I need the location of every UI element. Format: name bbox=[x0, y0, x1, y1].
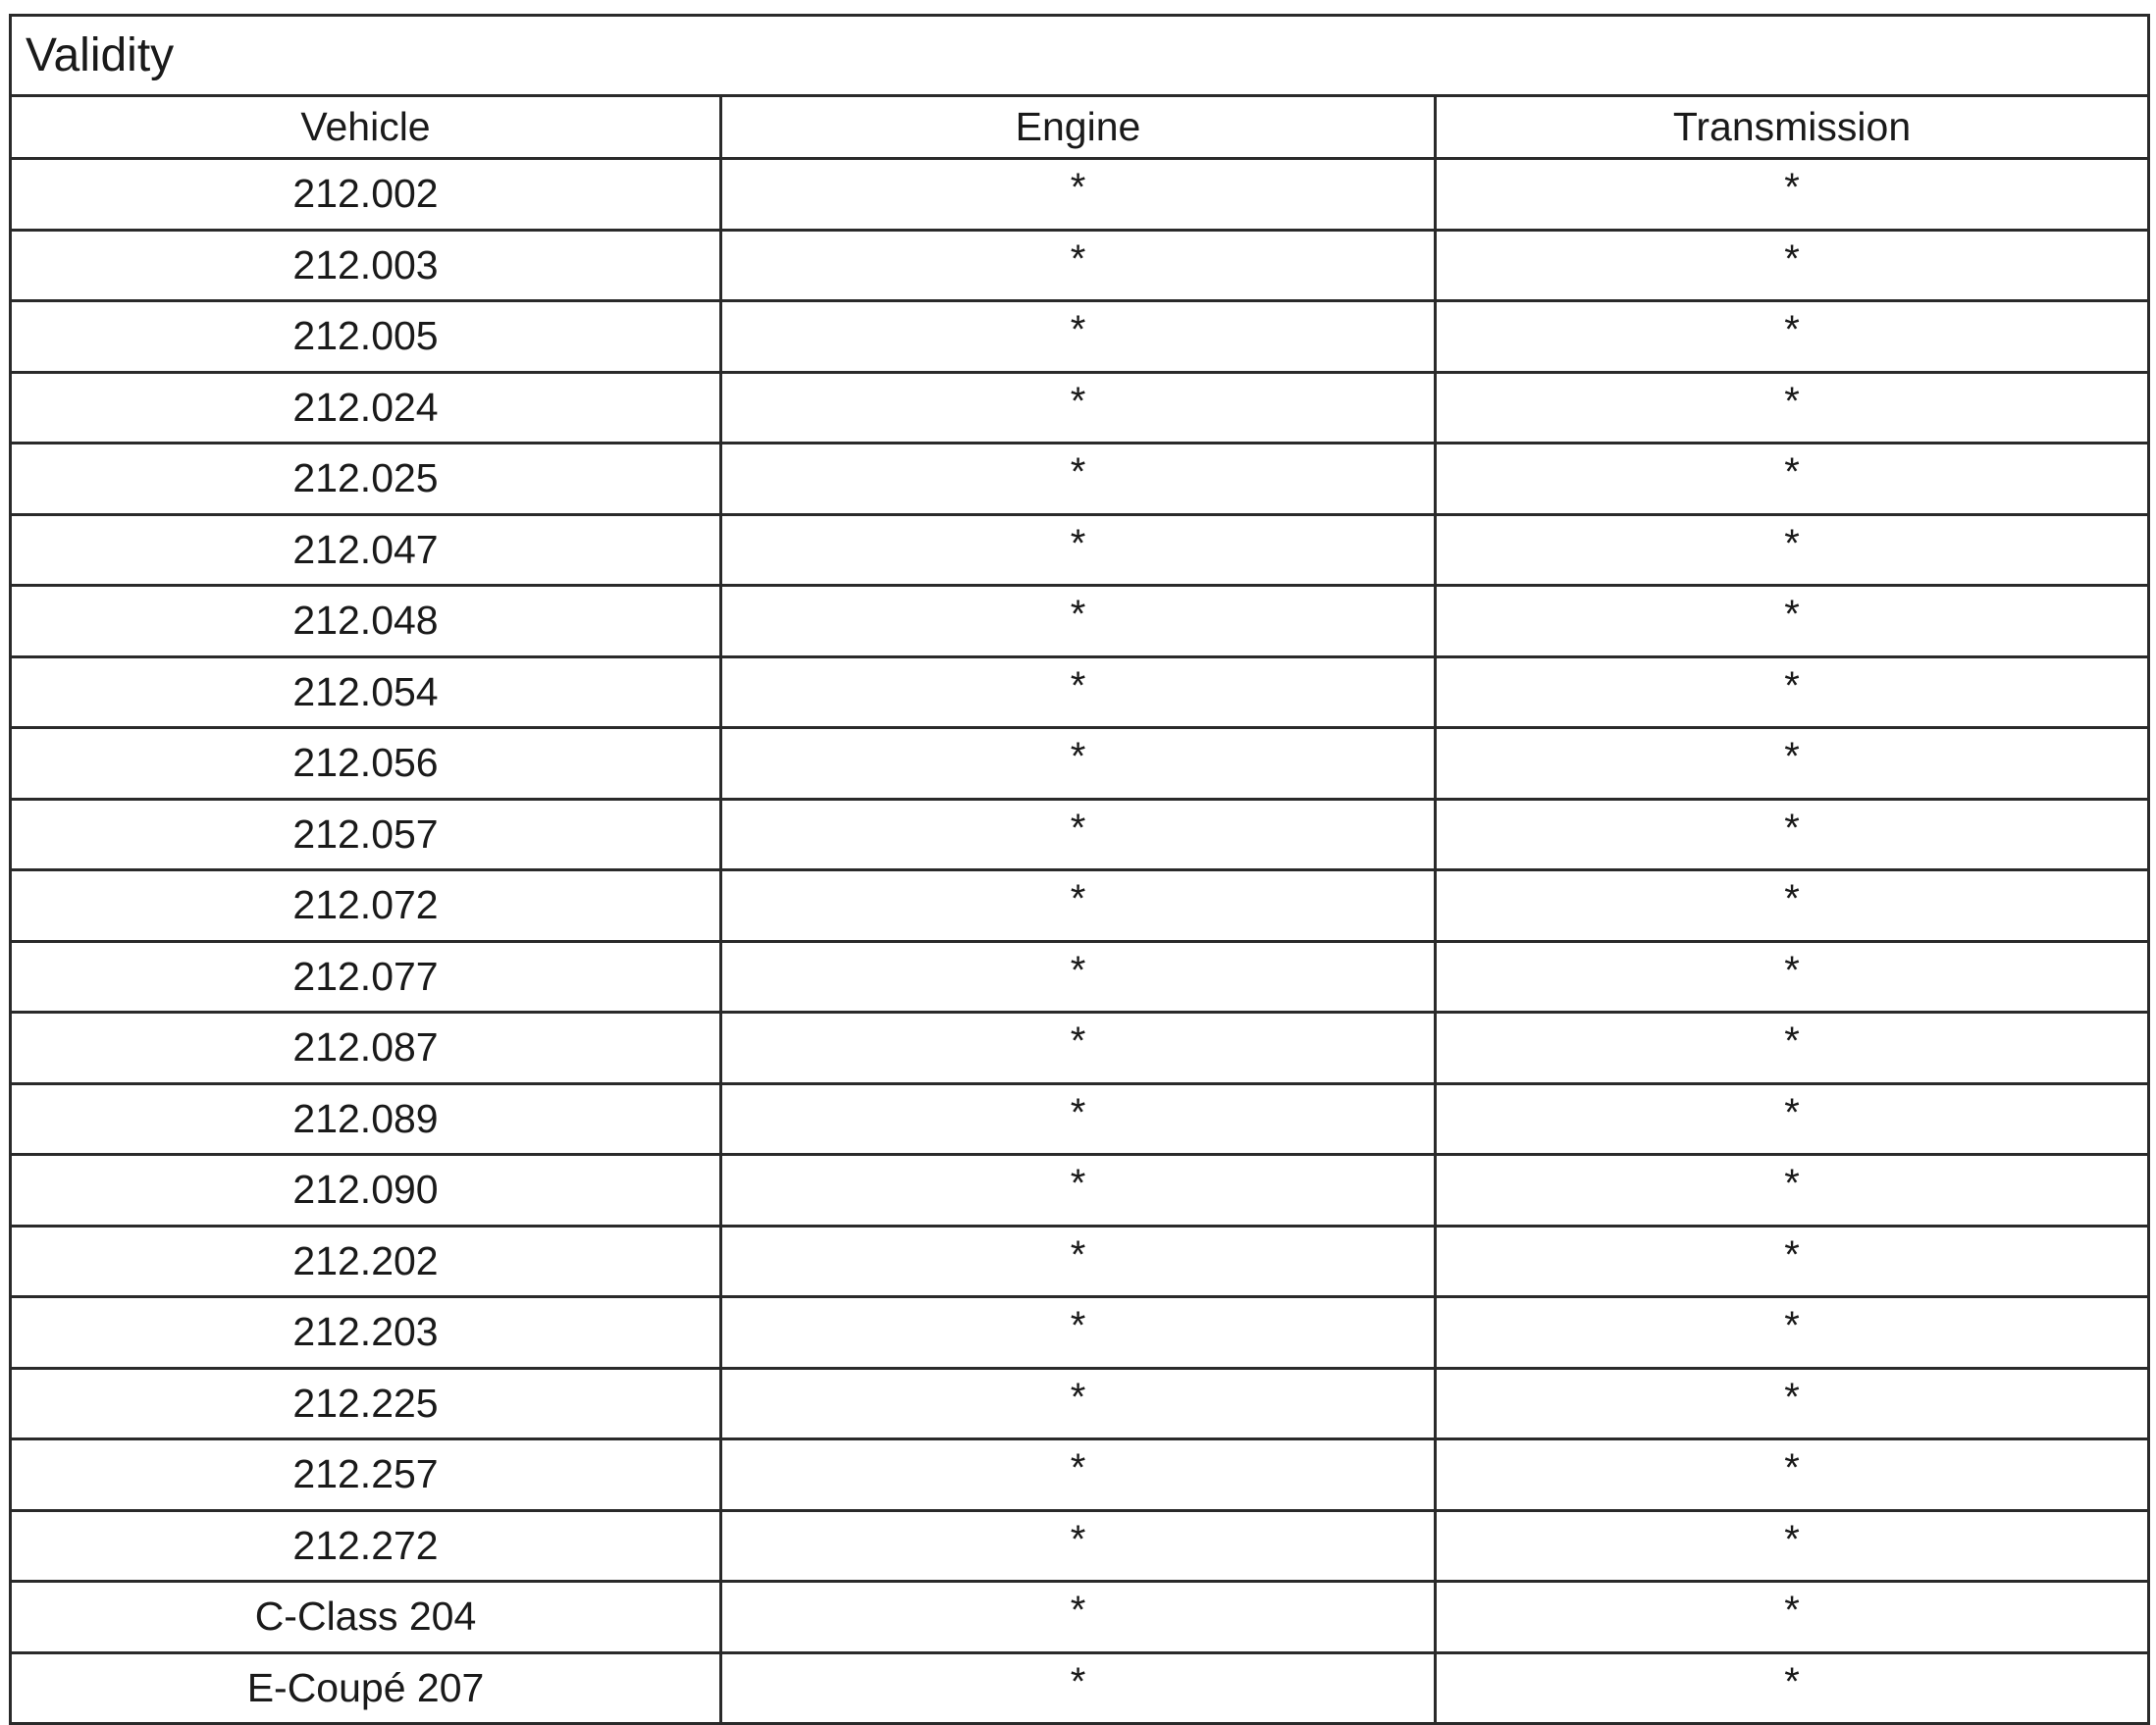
transmission-cell: * bbox=[1436, 1368, 2149, 1439]
vehicle-cell: 212.056 bbox=[11, 728, 721, 800]
table-row bbox=[11, 1510, 2149, 1582]
vehicle-cell: 212.202 bbox=[11, 1226, 721, 1297]
vehicle-cell: 212.048 bbox=[11, 586, 721, 657]
transmission-cell: * bbox=[1436, 1083, 2149, 1155]
vehicle-cell: 212.003 bbox=[11, 230, 721, 301]
table-row bbox=[11, 799, 2149, 870]
engine-cell: * bbox=[721, 301, 1436, 373]
table-head bbox=[11, 16, 2149, 159]
engine-cell: * bbox=[721, 586, 1436, 657]
engine-cell: * bbox=[721, 656, 1436, 728]
engine-cell: * bbox=[721, 728, 1436, 800]
vehicle-cell: 212.057 bbox=[11, 799, 721, 870]
engine-cell: * bbox=[721, 1368, 1436, 1439]
table-row bbox=[11, 301, 2149, 373]
transmission-cell: * bbox=[1436, 514, 2149, 586]
table-title: Validity bbox=[11, 16, 2149, 96]
table-row bbox=[11, 586, 2149, 657]
table-body bbox=[11, 159, 2149, 1724]
engine-cell: * bbox=[721, 799, 1436, 870]
table-row bbox=[11, 1155, 2149, 1227]
engine-cell: * bbox=[721, 941, 1436, 1013]
transmission-cell: * bbox=[1436, 301, 2149, 373]
vehicle-cell: 212.077 bbox=[11, 941, 721, 1013]
transmission-cell: * bbox=[1436, 586, 2149, 657]
engine-cell: * bbox=[721, 1297, 1436, 1369]
column-header-vehicle: Vehicle bbox=[11, 96, 721, 159]
transmission-cell: * bbox=[1436, 656, 2149, 728]
engine-cell: * bbox=[721, 1226, 1436, 1297]
transmission-cell: * bbox=[1436, 799, 2149, 870]
vehicle-cell: 212.024 bbox=[11, 372, 721, 444]
transmission-cell: * bbox=[1436, 1013, 2149, 1084]
engine-cell: * bbox=[721, 870, 1436, 942]
vehicle-cell: 212.005 bbox=[11, 301, 721, 373]
vehicle-cell: 212.089 bbox=[11, 1083, 721, 1155]
engine-cell: * bbox=[721, 514, 1436, 586]
table-row bbox=[11, 372, 2149, 444]
vehicle-cell: 212.072 bbox=[11, 870, 721, 942]
engine-cell: * bbox=[721, 1652, 1436, 1724]
transmission-cell: * bbox=[1436, 1155, 2149, 1227]
engine-cell: * bbox=[721, 1155, 1436, 1227]
transmission-cell: * bbox=[1436, 1652, 2149, 1724]
vehicle-cell: 212.203 bbox=[11, 1297, 721, 1369]
vehicle-cell: 212.257 bbox=[11, 1439, 721, 1511]
column-header-transmission: Transmission bbox=[1436, 96, 2149, 159]
vehicle-cell: 212.002 bbox=[11, 159, 721, 231]
transmission-cell: * bbox=[1436, 230, 2149, 301]
table-row bbox=[11, 514, 2149, 586]
table-row bbox=[11, 728, 2149, 800]
vehicle-cell: 212.054 bbox=[11, 656, 721, 728]
vehicle-cell: 212.047 bbox=[11, 514, 721, 586]
vehicle-cell: C-Class 204 bbox=[11, 1582, 721, 1653]
table-row bbox=[11, 1083, 2149, 1155]
table-row bbox=[11, 1013, 2149, 1084]
vehicle-cell: E-Coupé 207 bbox=[11, 1652, 721, 1724]
engine-cell: * bbox=[721, 1013, 1436, 1084]
table-row bbox=[11, 1652, 2149, 1724]
table-row bbox=[11, 1226, 2149, 1297]
table-row bbox=[11, 230, 2149, 301]
engine-cell: * bbox=[721, 1582, 1436, 1653]
table-row bbox=[11, 1368, 2149, 1439]
vehicle-cell: 212.025 bbox=[11, 444, 721, 515]
header-row bbox=[11, 96, 2149, 159]
transmission-cell: * bbox=[1436, 372, 2149, 444]
engine-cell: * bbox=[721, 159, 1436, 231]
transmission-cell: * bbox=[1436, 728, 2149, 800]
title-row bbox=[11, 16, 2149, 96]
vehicle-cell: 212.087 bbox=[11, 1013, 721, 1084]
transmission-cell: * bbox=[1436, 1510, 2149, 1582]
transmission-cell: * bbox=[1436, 1439, 2149, 1511]
table-row bbox=[11, 444, 2149, 515]
transmission-cell: * bbox=[1436, 1297, 2149, 1369]
column-header-engine: Engine bbox=[721, 96, 1436, 159]
vehicle-cell: 212.090 bbox=[11, 1155, 721, 1227]
table-row bbox=[11, 870, 2149, 942]
transmission-cell: * bbox=[1436, 870, 2149, 942]
table-row bbox=[11, 1297, 2149, 1369]
table-row bbox=[11, 941, 2149, 1013]
transmission-cell: * bbox=[1436, 159, 2149, 231]
vehicle-cell: 212.225 bbox=[11, 1368, 721, 1439]
validity-table bbox=[9, 14, 2150, 1725]
engine-cell: * bbox=[721, 230, 1436, 301]
transmission-cell: * bbox=[1436, 444, 2149, 515]
transmission-cell: * bbox=[1436, 1226, 2149, 1297]
transmission-cell: * bbox=[1436, 941, 2149, 1013]
table-row bbox=[11, 1582, 2149, 1653]
table-row bbox=[11, 159, 2149, 231]
engine-cell: * bbox=[721, 1083, 1436, 1155]
engine-cell: * bbox=[721, 1439, 1436, 1511]
engine-cell: * bbox=[721, 372, 1436, 444]
table-row bbox=[11, 1439, 2149, 1511]
table-row bbox=[11, 656, 2149, 728]
engine-cell: * bbox=[721, 1510, 1436, 1582]
transmission-cell: * bbox=[1436, 1582, 2149, 1653]
vehicle-cell: 212.272 bbox=[11, 1510, 721, 1582]
engine-cell: * bbox=[721, 444, 1436, 515]
